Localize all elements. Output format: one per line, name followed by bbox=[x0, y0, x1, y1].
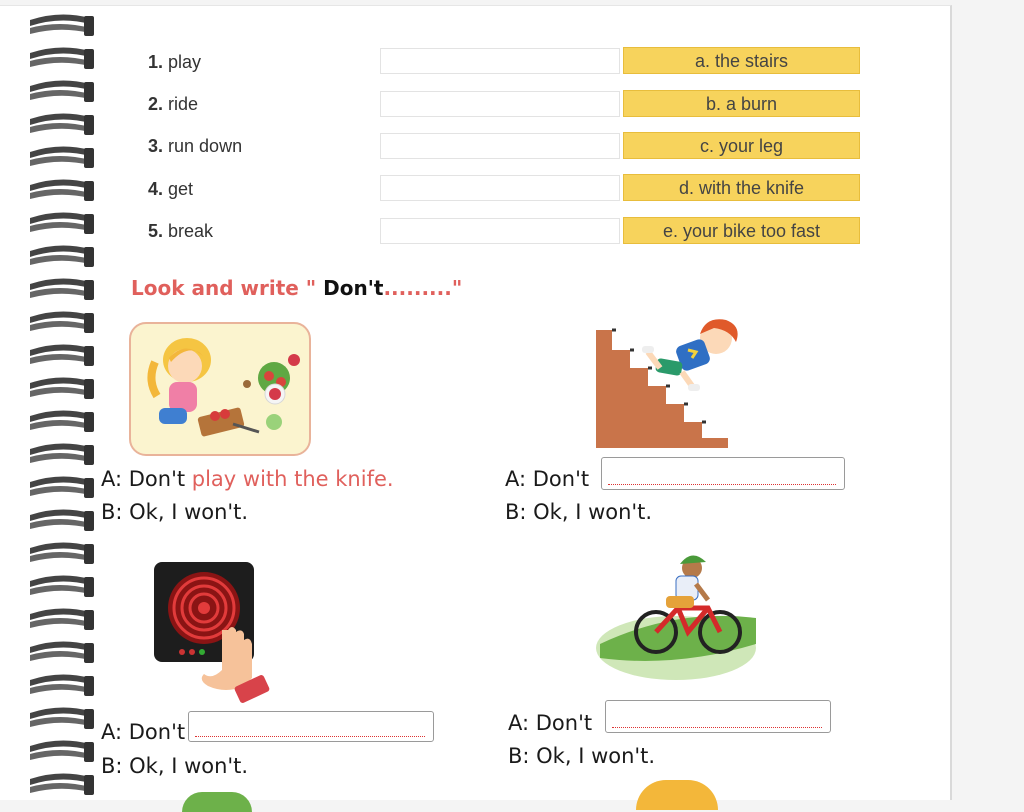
spiral-ring bbox=[30, 509, 94, 531]
dialog-1-answer: play with the knife. bbox=[191, 467, 394, 491]
drop-zone-5[interactable] bbox=[380, 218, 620, 244]
matching-item-5: 5. break bbox=[148, 221, 214, 241]
spiral-ring bbox=[30, 443, 94, 465]
option-a[interactable]: a. the stairs bbox=[623, 47, 860, 74]
spiral-ring bbox=[30, 212, 94, 234]
option-b[interactable]: b. a burn bbox=[623, 90, 860, 117]
spiral-ring bbox=[30, 179, 94, 201]
option-c[interactable]: c. your leg bbox=[623, 132, 860, 159]
spiral-ring bbox=[30, 707, 94, 729]
dialog-2-b: B: Ok, I won't. bbox=[505, 500, 653, 524]
spiral-ring bbox=[30, 311, 94, 333]
spiral-ring bbox=[30, 674, 94, 696]
answer-input-4[interactable] bbox=[605, 700, 831, 733]
boy-riding-bike-illustration-icon bbox=[596, 548, 764, 684]
spiral-ring bbox=[30, 740, 94, 762]
answer-input-2[interactable] bbox=[601, 457, 845, 490]
spiral-ring bbox=[30, 14, 94, 36]
spiral-ring bbox=[30, 47, 94, 69]
spiral-ring bbox=[30, 641, 94, 663]
spiral-ring bbox=[30, 278, 94, 300]
answer-input-3[interactable] bbox=[188, 711, 434, 742]
spiral-ring bbox=[30, 245, 94, 267]
spiral-ring bbox=[30, 608, 94, 630]
matching-item-2: 2. ride bbox=[148, 94, 199, 114]
section-title: Look and write " Don't........." bbox=[131, 276, 463, 300]
spiral-ring bbox=[30, 377, 94, 399]
option-e[interactable]: e. your bike too fast bbox=[623, 217, 860, 244]
dialog-1-b: B: Ok, I won't. bbox=[101, 500, 249, 524]
matching-item-1: 1. play bbox=[148, 52, 202, 72]
spiral-ring bbox=[30, 146, 94, 168]
drop-zone-1[interactable] bbox=[380, 48, 620, 74]
dialog-3-b: B: Ok, I won't. bbox=[101, 754, 249, 778]
dialog-2-a: A: Don't bbox=[505, 467, 590, 491]
spiral-ring bbox=[30, 575, 94, 597]
drop-zone-2[interactable] bbox=[380, 91, 620, 117]
drop-zone-4[interactable] bbox=[380, 175, 620, 201]
spiral-ring bbox=[30, 344, 94, 366]
matching-item-4: 4. get bbox=[148, 179, 194, 199]
spiral-ring bbox=[30, 80, 94, 102]
dialog-4-b: B: Ok, I won't. bbox=[508, 744, 656, 768]
option-d[interactable]: d. with the knife bbox=[623, 174, 860, 201]
dialog-3-a: A: Don't bbox=[101, 720, 186, 744]
partial-illustration-bottom-left bbox=[182, 792, 252, 812]
drop-zone-3[interactable] bbox=[380, 133, 620, 159]
girl-cutting-illustration-icon bbox=[129, 322, 311, 456]
spiral-ring bbox=[30, 542, 94, 564]
spiral-ring bbox=[30, 773, 94, 795]
dialog-1-a: A: Don't play with the knife. bbox=[101, 467, 394, 491]
spiral-ring bbox=[30, 410, 94, 432]
dialog-4-a: A: Don't bbox=[508, 711, 593, 735]
spiral-binding-icon bbox=[26, 8, 98, 799]
spiral-ring bbox=[30, 476, 94, 498]
hot-stove-illustration-icon bbox=[152, 560, 270, 708]
boy-running-downstairs-illustration-icon bbox=[596, 312, 741, 448]
matching-item-3: 3. run down bbox=[148, 136, 243, 156]
spiral-ring bbox=[30, 113, 94, 135]
